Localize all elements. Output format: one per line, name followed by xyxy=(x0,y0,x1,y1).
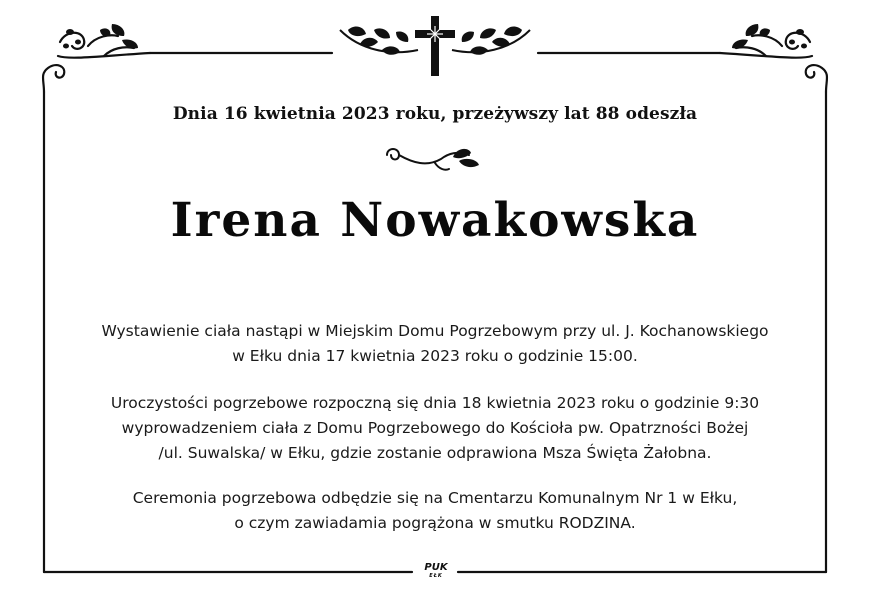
deceased-name: Irena Nowakowska xyxy=(170,193,700,248)
text-line: Ceremonia pogrzebowa odbędzie się na Cmentarzu Komunalnym Nr 1 w Ełku, xyxy=(132,489,738,507)
burial-paragraph xyxy=(40,486,830,536)
puk-logo xyxy=(418,563,454,579)
logo-subtext: EŁK xyxy=(429,573,443,579)
text-line: wyprowadzeniem ciała z Domu Pogrzebowego do Kościoła pw. Opatrzności Bożej xyxy=(121,419,749,437)
swirl-ornament-icon xyxy=(383,141,483,175)
logo-text: PUK xyxy=(424,562,448,573)
death-date-heading: Dnia 16 kwietnia 2023 roku, przeżywszy lat 88 odeszła xyxy=(172,104,698,124)
text-line: w Ełku dnia 17 kwietnia 2023 roku o godzinie 15:00. xyxy=(232,347,638,365)
cross-icon xyxy=(415,16,455,76)
text-line: Wystawienie ciała nastąpi w Miejskim Domu Pogrzebowym przy ul. J. Kochanowskiego xyxy=(101,322,769,340)
viewing-paragraph xyxy=(40,319,830,369)
text-line: Uroczystości pogrzebowe rozpoczną się dnia 18 kwietnia 2023 roku o godzinie 9:30 xyxy=(110,394,760,412)
ceremony-paragraph xyxy=(40,391,830,466)
text-line: /ul. Suwalska/ w Ełku, gdzie zostanie odprawiona Msza Święta Żałobna. xyxy=(158,444,712,462)
text-line: o czym zawiadamia pogrążona w smutku RODZINA. xyxy=(234,514,636,532)
